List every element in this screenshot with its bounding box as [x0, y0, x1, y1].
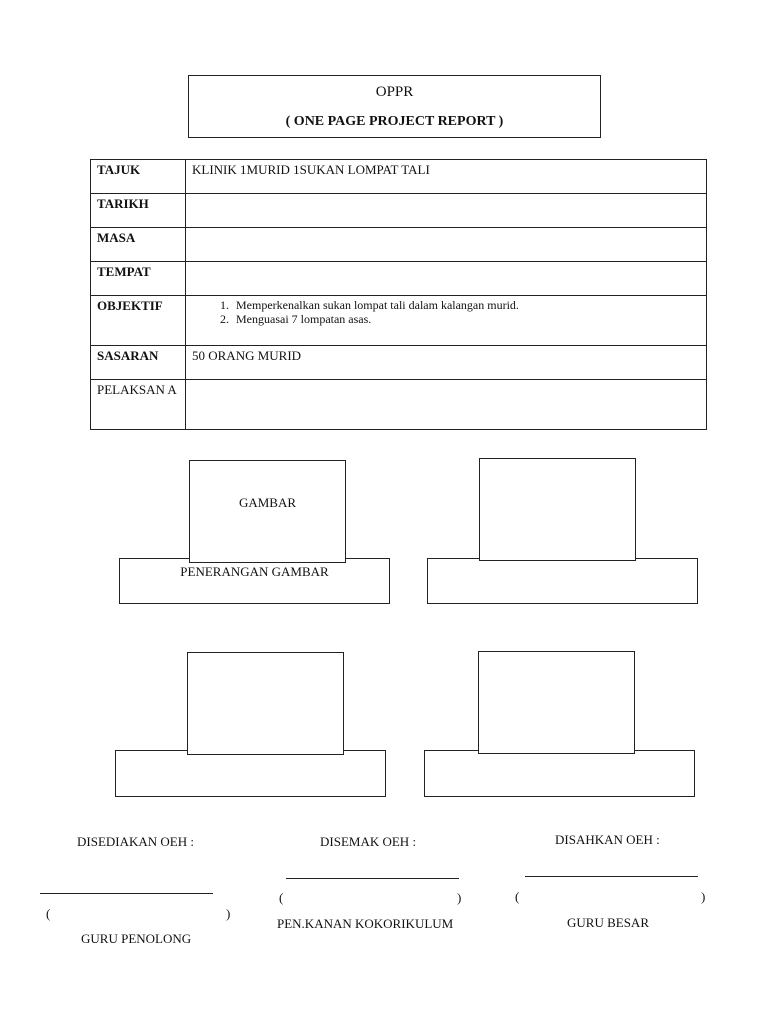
approved-by-close-paren: ): [701, 889, 706, 904]
row-value-tempat[interactable]: [186, 262, 707, 296]
photo-label: GAMBAR: [238, 495, 297, 510]
photo-box-3[interactable]: [187, 652, 344, 755]
row-value-masa[interactable]: [186, 228, 707, 262]
objective-list: [192, 298, 700, 326]
prepared-by-heading: DISEDIAKAN OEH :: [77, 834, 194, 849]
approved-by-heading: DISAHKAN OEH :: [555, 832, 660, 847]
row-label-tarikh: TARIKH: [91, 194, 186, 228]
prepared-by-role: GURU PENOLONG: [81, 931, 192, 946]
row-label-tajuk: TAJUK: [91, 160, 186, 194]
photo-caption-box-1[interactable]: [119, 558, 390, 604]
prepared-by-close-paren: ): [226, 906, 231, 921]
approved-by-signature-line[interactable]: [525, 876, 698, 877]
table-row: [91, 296, 707, 346]
table-row: [91, 160, 707, 194]
checked-by-signature-line[interactable]: [286, 878, 459, 879]
photo-box-2[interactable]: [479, 458, 636, 561]
report-title-box: [188, 75, 601, 138]
photo-caption-box-3[interactable]: [115, 750, 386, 797]
photo-box-4[interactable]: [478, 651, 635, 754]
row-label-tempat: TEMPAT: [91, 262, 186, 296]
row-value-pelaksana[interactable]: [186, 380, 707, 430]
row-value-sasaran[interactable]: 50 ORANG MURID: [186, 346, 707, 380]
row-label-masa: MASA: [91, 228, 186, 262]
photo-caption-box-2[interactable]: [427, 558, 698, 604]
prepared-by-open-paren: (: [46, 906, 51, 921]
checked-by-close-paren: ): [457, 890, 462, 905]
photo-box-1[interactable]: [189, 460, 346, 563]
row-label-pelaksana: PELAKSAN A: [91, 380, 186, 430]
row-value-tarikh[interactable]: [186, 194, 707, 228]
photo-caption-label: PENERANGAN GAMBAR: [180, 564, 329, 579]
objective-item-1: 1. Memperkenalkan sukan lompat tali dalam kalangan murid.: [232, 298, 700, 312]
project-info-table: [90, 159, 707, 430]
row-label-objektif: OBJEKTIF: [91, 296, 186, 346]
objective-item-2: 2. Menguasai 7 lompatan asas.: [232, 312, 700, 326]
row-value-tajuk[interactable]: KLINIK 1MURID 1SUKAN LOMPAT TALI: [186, 160, 707, 194]
approved-by-role: GURU BESAR: [567, 915, 649, 930]
table-row: [91, 194, 707, 228]
row-value-objektif[interactable]: [186, 296, 707, 346]
checked-by-open-paren: (: [279, 890, 284, 905]
table-row: [91, 262, 707, 296]
checked-by-heading: DISEMAK OEH :: [320, 834, 417, 849]
photo-caption-box-4[interactable]: [424, 750, 695, 797]
prepared-by-signature-line[interactable]: [40, 893, 213, 894]
approved-by-open-paren: (: [515, 889, 520, 904]
table-row: [91, 228, 707, 262]
table-row: [91, 346, 707, 380]
report-subtitle: ( ONE PAGE PROJECT REPORT ): [285, 114, 504, 129]
table-row: [91, 380, 707, 430]
report-title: OPPR: [375, 84, 414, 100]
checked-by-role: PEN.KANAN KOKORIKULUM: [277, 916, 454, 931]
row-label-sasaran: SASARAN: [91, 346, 186, 380]
